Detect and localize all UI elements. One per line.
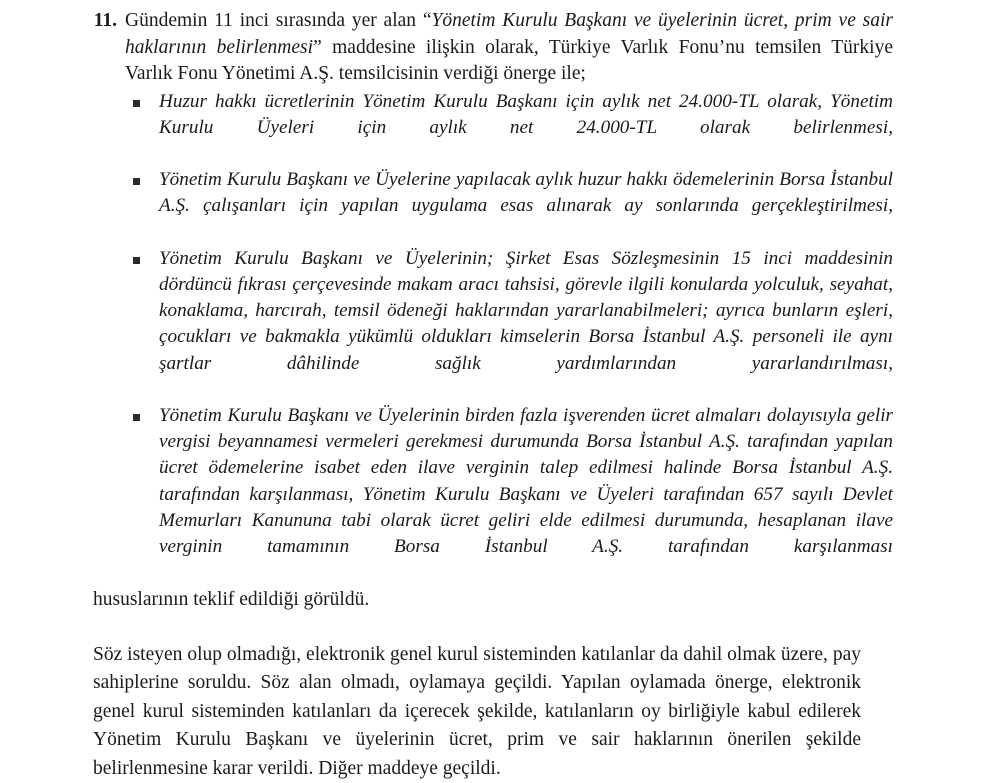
list-item: [133, 167, 893, 246]
agenda-clause-11: [93, 8, 893, 88]
clause-lead-part2: ” maddesine ilişkin olarak, Türkiye Varlık Fonu’nu temsilen Türkiye Varlık Fonu Yönetimi A.Ş. temsilcisinin verdiği önerge ile;: [125, 36, 893, 84]
square-bullet-icon: [133, 167, 159, 185]
clause-lead-part1: Gündemin 11 inci sırasında yer alan “: [125, 10, 432, 31]
list-item-label: Huzur hakkı ücretlerinin Yönetim Kurulu Başkanı için aylık net 24.000-TL olarak, Yönetim Kurulu Üyeleri için aylık net 24.000-TL olarak belirlenmesi,: [159, 90, 893, 138]
list-item: [133, 89, 893, 168]
list-item: [133, 246, 893, 403]
clause-lead-text: [125, 8, 893, 88]
list-item-label: Yönetim Kurulu Başkanı ve Üyelerinin birden fazla işverenden ücret almaları dolayısıyla gelir vergisi beyannamesi vermeleri gerekmesi durumunda Borsa İstanbul A.Ş. tarafından yapılan ücret ödemelerine isabet eden ilave verginin talep edilmesi halinde Borsa İstanbul A.Ş. tarafından karşılanması, Yönetim Kurulu Başkanı ve Üyeleri tarafından 657 sayılı Devlet Memurları Kanununa tabi olarak ücret geliri elde edilmesi durumunda, hesaplanan ilave verginin tamamının Borsa İstanbul A.Ş. tarafından karşılanması: [159, 404, 893, 557]
closing-paragraph: Söz isteyen olup olmadığı, elektronik genel kurul sisteminden katılanlar da dahil olmak üzere, pay sahiplerine soruldu. Söz alan olmadı, oylamaya geçildi. Yapılan oylamada önerge, elektronik genel kurul sisteminden katılanları da içerecek şekilde, katılanların oy birliğiyle kabul edilerek Yönetim Kurulu Başkanı ve üyelerinin ücret, prim ve sair haklarının önerilen şekilde belirlenmesine karar verildi. Diğer maddeye geçildi.: [93, 643, 861, 779]
list-item-label: Yönetim Kurulu Başkanı ve Üyelerine yapılacak aylık huzur hakkı ödemelerinin Borsa İstanbul A.Ş. çalışanları için yapılan uygulama esas alınarak ay sonlarında gerçekleştirilmesi,: [159, 169, 893, 217]
square-bullet-icon: [133, 89, 159, 107]
square-bullet-icon: [133, 403, 159, 421]
proposal-bullet-list: [93, 89, 893, 587]
document-body: [93, 8, 893, 783]
square-bullet-icon: [133, 246, 159, 264]
clause-lead-italic-title: Yönetim Kurulu Başkanı ve üyelerinin ücret, prim ve sair haklarının belirlenmesi: [125, 10, 893, 58]
clause-number: 11.: [93, 10, 117, 31]
clause-tail-text: hususlarının teklif edildiği görüldü.: [93, 589, 370, 611]
list-item-label: Yönetim Kurulu Başkanı ve Üyelerinin; Şirket Esas Sözleşmesinin 15 inci maddesinin dördüncü fıkrası çerçevesinde makam aracı tahsisi, görevle ilgili konularda yolculuk, seyahat, konaklama, harcırah, temsil ödeneği haklarından yararlanabilmeleri; ayrıca bunların eşleri, çocukları ve bakmakla yükümlü oldukları kimselerin Borsa İstanbul A.Ş. personeli ile aynı şartlar dâhilinde sağlık yardımlarından yararlandırılması,: [159, 247, 893, 374]
list-item: [133, 403, 893, 586]
